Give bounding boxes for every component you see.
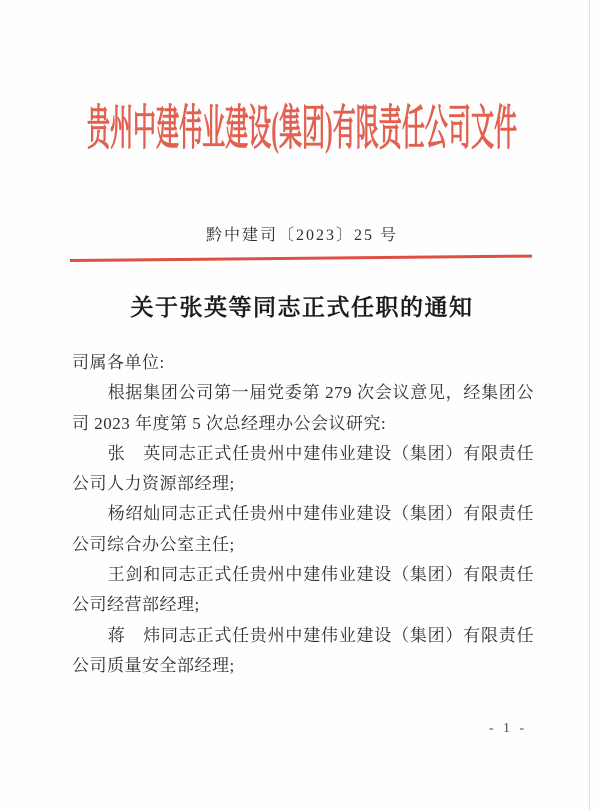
red-separator-line <box>70 255 532 262</box>
body-paragraph: 张 英同志正式任贵州中建伟业建设（集团）有限责任公司人力资源部经理; <box>72 443 534 494</box>
document-number: 黔中建司〔2023〕25 号 <box>205 227 398 244</box>
body-paragraph: 杨绍灿同志正式任贵州中建伟业建设（集团）有限责任公司综合办公室主任; <box>72 504 534 554</box>
body-paragraph: 蒋 炜同志正式任贵州中建伟业建设（集团）有限责任公司质量安全部经理; <box>72 625 534 675</box>
salutation: 司属各单位: <box>72 353 165 372</box>
scan-edge-artifact <box>589 0 590 810</box>
body-paragraph: 王剑和同志正式任贵州中建伟业建设（集团）有限责任公司经营部经理; <box>72 565 534 615</box>
letterhead-company-title: 贵州中建伟业建设(集团)有限责任公司文件 <box>86 102 518 155</box>
page-number: - 1 - <box>488 721 528 736</box>
document-title: 关于张英等同志正式任职的通知 <box>130 295 474 320</box>
document-body <box>72 348 534 681</box>
body-paragraph: 根据集团公司第一届党委第 279 次会议意见，经集团公司 2023 年度第 5 次总经理办公会议研究: <box>72 383 534 433</box>
